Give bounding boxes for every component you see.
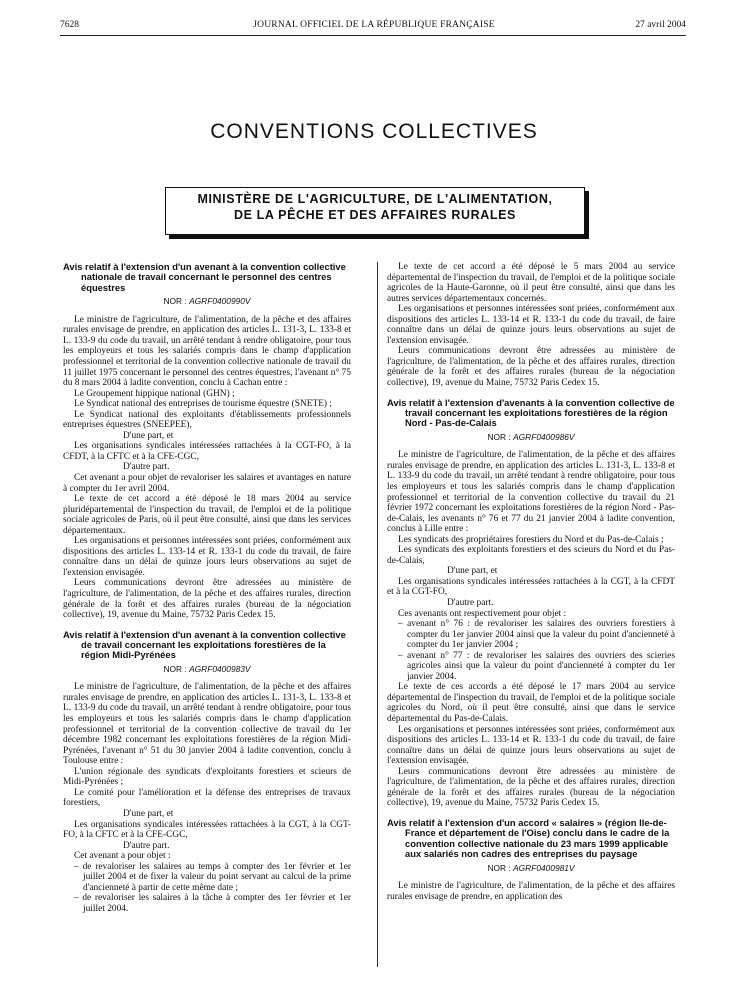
paragraph: Les syndicats des exploitants forestiers et des scieurs du Nord et du Pas-de-Calais, bbox=[387, 545, 675, 566]
list-item: – avenant n° 77 : de revaloriser les salaires des ouvriers des scieries agricoles ainsi que la valeur du point d'ancienneté à compter du 1er janvier 2004. bbox=[398, 650, 675, 682]
paragraph: Le Groupement hippique national (GHN) ; bbox=[74, 388, 235, 399]
paragraph: Leurs communications devront être adressées au ministère de l'agriculture, de l'alimentation, de la pêche et des affaires rurales, direction générale de la forêt et des affaires rurales (bureau de la négociation collective), 19, avenue du Maine, 75732 Paris Cedex 15. bbox=[63, 578, 351, 621]
left-column bbox=[63, 262, 351, 923]
journal-title: JOURNAL OFFICIEL DE LA RÉPUBLIQUE FRANÇAISE bbox=[253, 20, 495, 30]
nor-code: AGRF0400983V bbox=[189, 663, 251, 674]
paragraph: D'autre part. bbox=[123, 462, 170, 473]
paragraph: D'autre part. bbox=[447, 597, 494, 608]
nor-code: AGRF0400986V bbox=[513, 431, 575, 442]
ministry-line-1: MINISTÈRE DE L'AGRICULTURE, DE L'ALIMENTATION, bbox=[197, 192, 553, 206]
notice-entreprises-du-paysage bbox=[387, 818, 675, 902]
paragraph: Le comité pour l'amélioration et la défense des entreprises de travaux forestiers, bbox=[63, 787, 351, 809]
nor-label: NOR : bbox=[163, 296, 190, 307]
nor-label: NOR : bbox=[163, 663, 190, 674]
nor-reference bbox=[387, 863, 675, 874]
right-column bbox=[387, 262, 675, 911]
paragraph: D'une part, et bbox=[123, 430, 174, 441]
paragraph: Les organisations et personnes intéressées sont priées, conformément aux dispositions des articles L. 133-14 et R. 133-1 du code du travail, de faire connaître dans un délai de quinze jours leurs observations au sujet de l'extension envisagée. bbox=[387, 724, 675, 767]
paragraph: D'une part, et bbox=[447, 566, 498, 577]
paragraph: Les organisations et personnes intéressées sont priées, conformément aux dispositions des articles L. 133-14 et R. 133-1 du code du travail, de faire connaître dans un délai de quinze jours leurs observations au sujet de l'extension envisagée. bbox=[63, 536, 351, 578]
ministry-box bbox=[165, 187, 585, 235]
paragraph: Le texte de ces accords a été déposé le 17 mars 2004 au service départemental de l'inspection du travail, de l'emploi et de la politique sociale agricoles du Nord, où il peut être consulté, ainsi que dans le service départemental du Pas-de-Calais. bbox=[387, 682, 675, 724]
paragraph: Le ministre de l'agriculture, de l'alimentation, de la pêche et des affaires rurales envisage de prendre, en application des articles L. 131-3, L. 133-8 et L. 133-9 du code du travail, un arrêté tendant à rendre obligatoire, pour tous les employeurs et tous les salariés compris dans le champ d'application professionnel et territorial de la convention collective nationale de travail du 11 juillet 1975 concernant le personnel des centres équestres, l'avenant n° 75 du 8 mars 2004 à ladite convention, conclu à Cachan entre : bbox=[63, 314, 351, 389]
paragraph: Le texte de cet accord a été déposé le 18 mars 2004 au service pluridépartemental de l'inspection du travail, de l'emploi et de la politique sociale agricoles de Paris, où il peut être consulté, ainsi que dans les services départementaux. bbox=[63, 494, 351, 536]
paragraph: Cet avenant a pour objet de revaloriser les salaires et avantages en nature à compter du 1er avril 2004. bbox=[63, 472, 351, 494]
paragraph: Les organisations syndicales intéressées rattachées à la CGT, à la CFDT et à la CGT-FO, bbox=[387, 576, 675, 598]
nor-label: NOR : bbox=[487, 431, 514, 442]
paragraph: Ces avenants ont respectivement pour objet : bbox=[398, 608, 567, 619]
paragraph: Les organisations et personnes intéressées sont priées, conformément aux dispositions des articles L. 133-14 et R. 133-1 du code du travail, de faire connaître dans un délai de quinze jours leurs observations au sujet de l'extension envisagée. bbox=[387, 304, 675, 346]
notice-title: Avis relatif à l'extension d'avenants à la convention collective de travail concernant les exploitations forestières de la région Nord - Pas-de-Calais bbox=[387, 396, 675, 429]
nor-reference bbox=[63, 664, 351, 675]
paragraph: Le ministre de l'agriculture, de l'alimentation, de la pêche et des affaires rurales envisage de prendre, en application des articles L. 131-3, L. 133-8 et L. 133-9 du code du travail, un arrêté tendant à rendre obligatoire, pour tous les employeurs et tous les salariés compris dans le champ d'application professionnel et territorial de la convention collective de travail du 1er décembre 1982 concernant les exploitations forestières de la région Midi-Pyrénées, l'avenant n° 51 du 30 janvier 2004 à ladite convention, conclu à Toulouse entre : bbox=[63, 682, 351, 767]
paragraph: Le Syndicat national des entreprises de tourisme équestre (SNETE) ; bbox=[74, 399, 332, 410]
list-item: – de revaloriser les salaires au temps à compter des 1er février et 1er juillet 2004 et de fixer la valeur du point servant au calcul de la prime d'ancienneté à partir de cette même date ; bbox=[74, 861, 351, 893]
paragraph: Le ministre de l'agriculture, de l'alimentation, de la pêche et des affaires rurales envisage de prendre, en application des articles L. 131-3, L. 133-8 et L. 133-9 du code du travail, un arrêté tendant à rendre obligatoire, pour tous les employeurs et tous les salariés compris dans le champ d'application professionnel et territorial de la convention collective du travail du 21 février 1972 concernant les exploitations forestières de la région Nord - Pas-de-Calais, les avenants n° 76 et 77 du 21 janvier 2004 à ladite convention, conclus à Lille entre : bbox=[387, 450, 675, 535]
notice-midi-pyrenees-continued bbox=[387, 262, 675, 389]
paragraph: Leurs communications devront être adressées au ministère de l'agriculture, de l'alimentation, de la pêche et des affaires rurales, direction générale de la forêt et des affaires rurales (bureau de la négociation collective), 19, avenue du Maine, 75732 Paris Cedex 15. bbox=[387, 766, 675, 809]
paragraph: D'autre part. bbox=[123, 840, 170, 851]
notice-centres-equestres bbox=[63, 262, 351, 621]
issue-date: 27 avril 2004 bbox=[635, 20, 686, 30]
paragraph: Les organisations syndicales intéressées rattachées à la CGT, à la CGT-FO, à la CFTC et à la CFE-CGC, bbox=[63, 819, 351, 841]
notice-title: Avis relatif à l'extension d'un avenant à la convention collective nationale de travail concernant le personnel des centres équestres bbox=[63, 261, 346, 293]
ministry-line-2: DE LA PÊCHE ET DES AFFAIRES RURALES bbox=[234, 208, 516, 222]
column-divider bbox=[377, 262, 378, 967]
notice-midi-pyrenees bbox=[63, 630, 351, 915]
notice-nord-pas-de-calais bbox=[387, 398, 675, 809]
paragraph: Le ministre de l'agriculture, de l'alimentation, de la pêche et des affaires rurales envisage de prendre, en application des bbox=[387, 881, 675, 902]
paragraph: Cet avenant a pour objet : bbox=[74, 851, 171, 862]
paragraph: Les syndicats des propriétaires forestiers du Nord et du Pas-de-Calais ; bbox=[398, 534, 664, 545]
list-item: – avenant n° 76 : de revaloriser les salaires des ouvriers forestiers à compter du 1er janvier 2004 ainsi que la valeur du point d'ancienneté à compter du 1er janvier 2004 ; bbox=[398, 619, 675, 651]
paragraph: D'une part, et bbox=[123, 808, 174, 819]
paragraph: Le texte de cet accord a été déposé le 5 mars 2004 au service départemental de l'inspection du travail, de l'emploi et de la politique sociale agricoles de la Haute-Garonne, où il peut être consulté, ainsi que dans les autres services départementaux concernés. bbox=[387, 262, 675, 304]
paragraph: Le Syndicat national des exploitants d'établissements professionnels entreprises équestres (SNEEPEE), bbox=[63, 409, 351, 431]
nor-code: AGRF0400990V bbox=[189, 296, 251, 307]
nor-reference bbox=[387, 432, 675, 443]
notice-title: Avis relatif à l'extension d'un accord « salaires » (région Ile-de-France et département de l'Oise) conclu dans le cadre de la convention collective nationale du 23 mars 1999 applicable aux salariés non cadres des entreprises du paysage bbox=[387, 816, 670, 860]
paragraph: Les organisations syndicales intéressées rattachées à la CGT-FO, à la CFDT, à la CFTC et à la CFE-CGC, bbox=[63, 441, 351, 462]
section-title: CONVENTIONS COLLECTIVES bbox=[210, 120, 538, 143]
nor-code: AGRF0400981V bbox=[513, 862, 575, 873]
list-item: – de revaloriser les salaires à la tâche à compter des 1er février et 1er juillet 2004. bbox=[74, 893, 351, 914]
notice-title: Avis relatif à l'extension d'un avenant à la convention collective de travail concernant les exploitations forestières de la région Midi-Pyrénées bbox=[63, 628, 346, 661]
header-rule bbox=[60, 35, 686, 36]
nor-reference bbox=[63, 296, 351, 307]
nor-label: NOR : bbox=[487, 862, 514, 873]
page-number: 7628 bbox=[60, 20, 79, 30]
paragraph: L'union régionale des syndicats d'exploitants forestiers et scieurs de Midi-Pyrénées ; bbox=[63, 766, 351, 788]
paragraph: Leurs communications devront être adressées au ministère de l'agriculture, de l'alimentation, de la pêche et des affaires rurales, direction générale de la forêt et des affaires rurales (bureau de la négociation collective), 19, avenue du Maine, 75732 Paris Cedex 15. bbox=[387, 346, 675, 389]
